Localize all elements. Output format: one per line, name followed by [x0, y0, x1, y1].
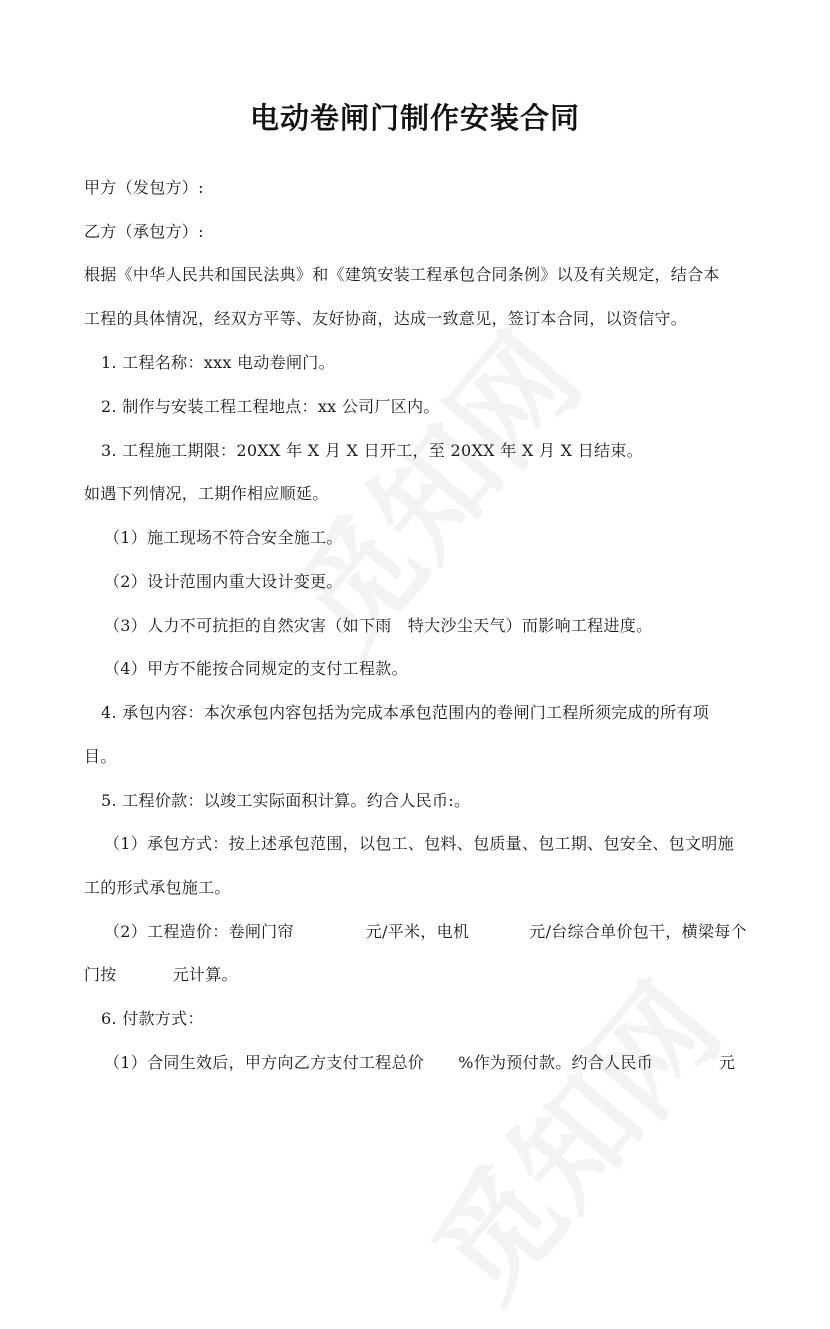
text-span: 元计算。: [172, 965, 238, 984]
paragraph-line: 根据《中华人民共和国民法典》和《建筑安装工程承包合同条例》以及有关规定，结合本: [84, 265, 720, 284]
paragraph-line: 目。: [84, 747, 117, 766]
paragraph-line: 工的形式承包施工。: [84, 878, 231, 897]
sub-clause-line: （1）施工现场不符合安全施工。: [104, 528, 343, 547]
page-title: 电动卷闸门制作安装合同: [249, 101, 580, 135]
party-a-line: 甲方（发包方）:: [84, 178, 204, 197]
text-span: 元/台综合单价包干，横梁每个: [529, 922, 747, 941]
text-span: %作为预付款。约合人民币: [458, 1053, 653, 1072]
text-span: （2）工程造价：卷闸门帘: [104, 922, 294, 941]
text-span: 门按: [84, 965, 117, 984]
text-span: 元: [719, 1053, 736, 1072]
clause-line: 2. 制作与安装工程工程地点：xx 公司厂区内。: [101, 397, 440, 416]
sub-clause-line: （1）承包方式：按上述承包范围，以包工、包料、包质量、包工期、包安全、包文明施: [104, 834, 734, 853]
paragraph-line: 工程的具体情况，经双方平等、友好协商，达成一致意见，签订本合同，以资信守。: [84, 309, 688, 328]
paragraph-line: 如遇下列情况，工期作相应顺延。: [84, 484, 329, 503]
text-span: （1）合同生效后，甲方向乙方支付工程总价: [104, 1053, 425, 1072]
watermark: [388, 943, 751, 1329]
clause-line: 4. 承包内容：本次承包内容包括为完成本承包范围内的卷闸门工程所须完成的所有项: [101, 703, 710, 722]
clause-line: 3. 工程施工期限：20XX 年 X 月 X 日开工，至 20XX 年 X 月 X 日结束。: [101, 441, 643, 460]
clause-line: 6. 付款方式：: [101, 1009, 204, 1028]
paragraph-line: [84, 963, 238, 987]
sub-clause-line: （4）甲方不能按合同规定的支付工程款。: [104, 659, 408, 678]
text-span: 元/平米，电机: [365, 922, 470, 941]
party-b-line: 乙方（承包方）:: [84, 222, 204, 241]
clause-line: 5. 工程价款：以竣工实际面积计算。约合人民币:。: [101, 791, 471, 810]
sub-clause-line: [104, 1051, 735, 1075]
sub-clause-line: （3）人力不可抗拒的自然灾害（如下雨 特大沙尘天气）而影响工程进度。: [104, 616, 653, 635]
sub-clause-line: （2）设计范围内重大设计变更。: [104, 572, 343, 591]
sub-clause-line: [104, 920, 747, 944]
clause-line: 1. 工程名称：xxx 电动卷闸门。: [101, 353, 335, 372]
